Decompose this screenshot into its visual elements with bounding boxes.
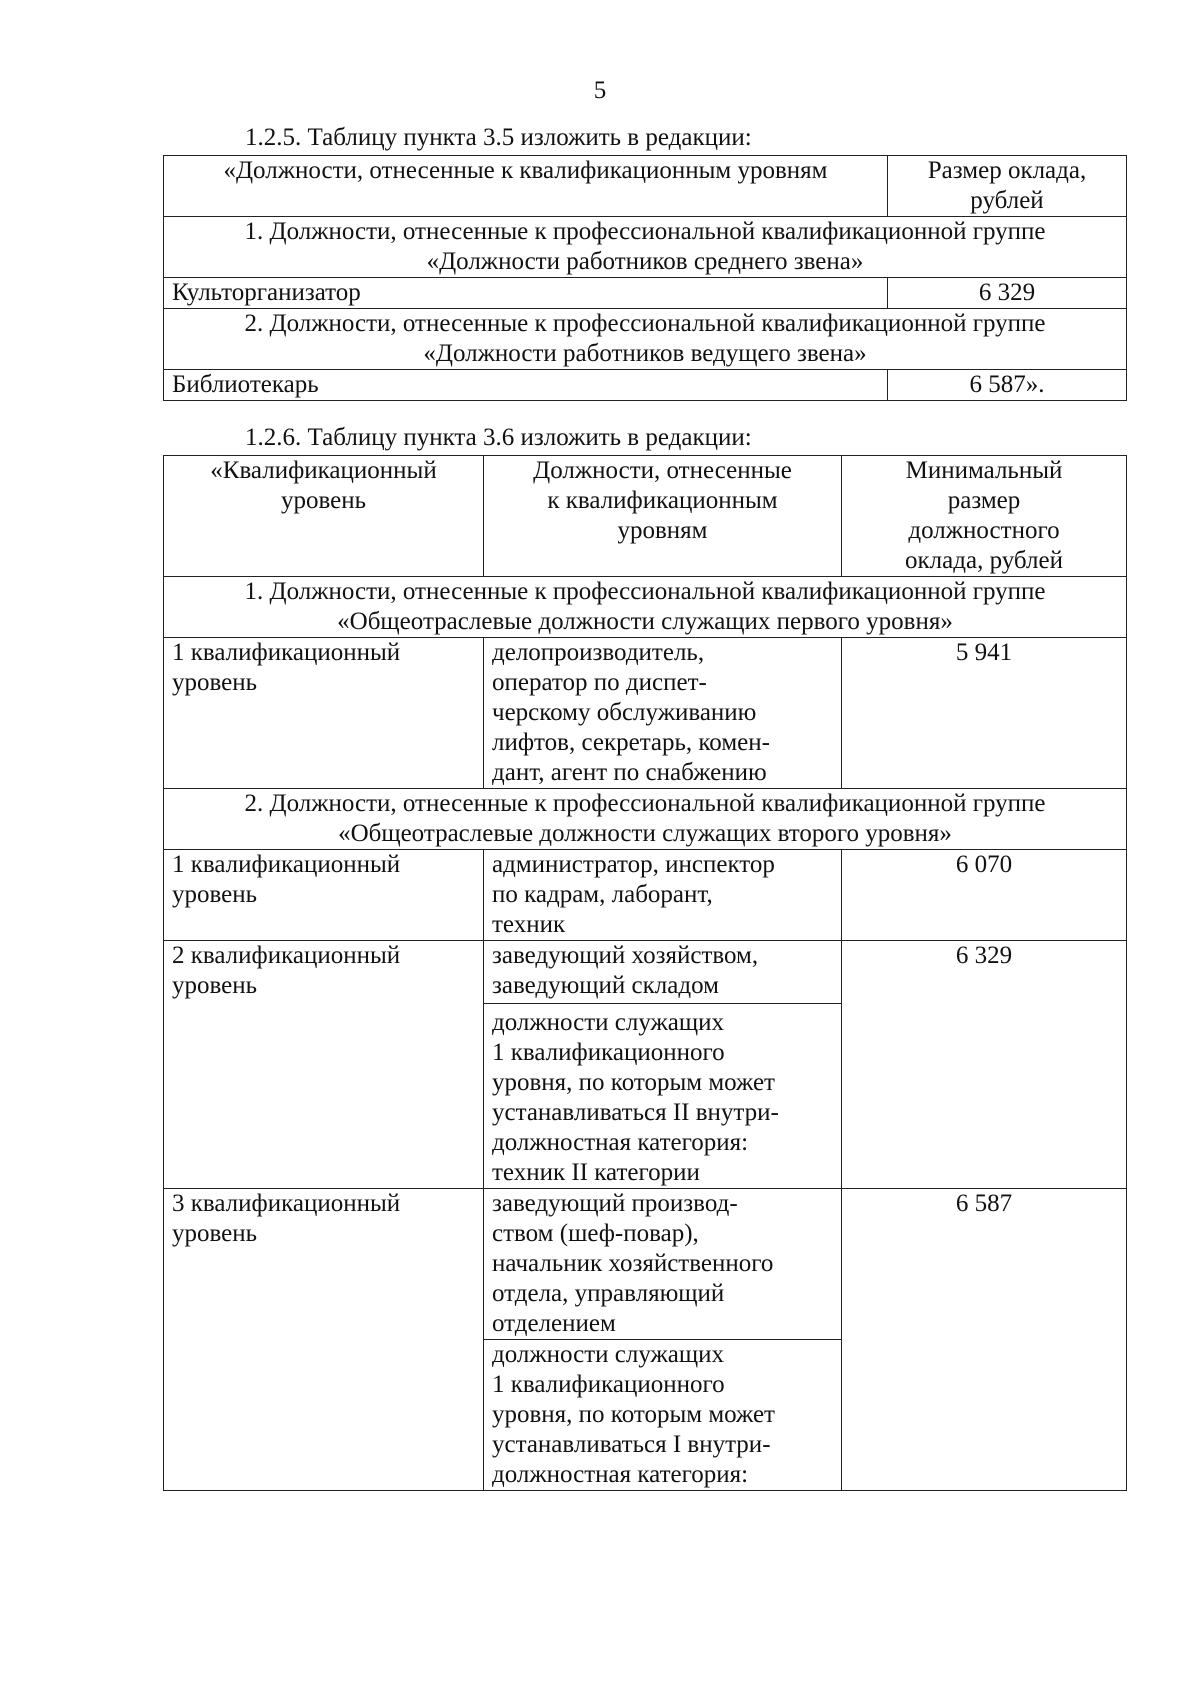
position-line: делопроизводитель, xyxy=(492,639,705,666)
position-line: отделением xyxy=(492,1310,616,1337)
header-salary-line: рублей xyxy=(970,187,1044,214)
table-row xyxy=(164,941,1127,1004)
salary-cell: 6 070 xyxy=(842,850,1127,941)
level-cell xyxy=(164,638,484,789)
group-title xyxy=(164,217,1127,278)
position-line: по кадрам, лаборант, xyxy=(492,881,713,908)
group-title xyxy=(164,789,1127,850)
salary-cell: 6 587». xyxy=(888,370,1127,401)
header-positions-line: уровням xyxy=(617,517,708,544)
salary-table-3-6 xyxy=(163,455,1127,1491)
level-line: 3 квалификационный xyxy=(172,1190,401,1217)
salary-cell: 6 329 xyxy=(888,278,1127,309)
group-title-line: «Должности работников ведущего звена» xyxy=(423,340,867,367)
position-line: уровня, по которым может xyxy=(492,1401,775,1428)
level-line: уровень xyxy=(172,669,258,696)
paragraph-1-2-5: 1.2.5. Таблицу пункта 3.5 изложить в редакции: xyxy=(245,124,752,151)
salary-table-3-5 xyxy=(163,155,1127,401)
header-salary xyxy=(888,156,1127,217)
group-title-line: «Должности работников среднего звена» xyxy=(426,248,864,275)
header-level-line: «Квалификационный xyxy=(210,457,437,484)
position-line: устанавливаться I внутри- xyxy=(492,1431,771,1458)
level-cell xyxy=(164,941,484,1189)
positions-cell xyxy=(484,850,842,941)
header-salary-line: Размер оклада, xyxy=(927,157,1087,184)
level-cell xyxy=(164,1189,484,1491)
level-line: 1 квалификационный xyxy=(172,851,401,878)
positions-cell xyxy=(484,1340,842,1491)
position-cell: Культорганизатор xyxy=(164,278,888,309)
position-line: должностная категория: xyxy=(492,1129,749,1156)
position-line: 1 квалификационного xyxy=(492,1039,725,1066)
group-title-line: «Общеотраслевые должности служащих второго уровня» xyxy=(338,820,952,847)
position-line: ством (шеф-повар), xyxy=(492,1220,699,1247)
header-salary xyxy=(842,456,1127,577)
group-title-line: 1. Должности, отнесенные к профессиональной квалификационной группе xyxy=(244,218,1046,245)
group-title xyxy=(164,577,1127,638)
header-positions-line: Должности, отнесенные xyxy=(533,457,792,484)
position-line: дант, агент по снабжению xyxy=(492,759,767,786)
paragraph-1-2-6: 1.2.6. Таблицу пункта 3.6 изложить в редакции: xyxy=(245,424,752,451)
header-salary-line: Минимальный xyxy=(905,457,1063,484)
position-line: заведующий хозяйством, xyxy=(492,942,759,969)
header-positions-line: к квалификационным xyxy=(547,487,778,514)
header-positions xyxy=(164,156,888,217)
group-title-line: 1. Должности, отнесенные к профессиональной квалификационной группе xyxy=(244,578,1046,605)
table-row xyxy=(164,370,1127,401)
level-line: уровень xyxy=(172,1220,258,1247)
salary-cell: 6 329 xyxy=(842,941,1127,1189)
group-title-row xyxy=(164,309,1127,370)
group-title xyxy=(164,309,1127,370)
table-row xyxy=(164,850,1127,941)
table-row xyxy=(164,278,1127,309)
positions-cell xyxy=(484,941,842,1004)
group-title-row xyxy=(164,217,1127,278)
position-line: должности служащих xyxy=(492,1009,725,1036)
header-salary-line: должностного xyxy=(908,517,1060,544)
position-line: 1 квалификационного xyxy=(492,1371,725,1398)
position-line: лифтов, секретарь, комен- xyxy=(492,729,770,756)
header-positions-text: «Должности, отнесенные к квалификационным уровням xyxy=(223,157,828,184)
position-line: устанавливаться II внутри- xyxy=(492,1099,779,1126)
level-cell xyxy=(164,850,484,941)
table-header-row xyxy=(164,156,1127,217)
position-line: оператор по диспет- xyxy=(492,669,707,696)
position-line: начальник хозяйственного xyxy=(492,1250,774,1277)
position-line: уровня, по которым может xyxy=(492,1069,775,1096)
position-line: должностная категория: xyxy=(492,1461,749,1488)
positions-cell xyxy=(484,638,842,789)
group-title-line: «Общеотраслевые должности служащих первого уровня» xyxy=(337,608,953,635)
position-line: техник II категории xyxy=(492,1159,700,1186)
table-header-row xyxy=(164,456,1127,577)
salary-cell: 5 941 xyxy=(842,638,1127,789)
header-positions xyxy=(484,456,842,577)
positions-cell xyxy=(484,1004,842,1189)
level-line: уровень xyxy=(172,881,258,908)
level-line: 1 квалификационный xyxy=(172,639,401,666)
position-line: заведующий складом xyxy=(492,972,719,999)
position-line: администратор, инспектор xyxy=(492,851,775,878)
group-title-row xyxy=(164,577,1127,638)
position-line: отдела, управляющий xyxy=(492,1280,725,1307)
header-salary-line: размер xyxy=(947,487,1021,514)
table-row xyxy=(164,1189,1127,1340)
header-level-line: уровень xyxy=(280,487,367,514)
group-title-line: 2. Должности, отнесенные к профессиональной квалификационной группе xyxy=(244,310,1046,337)
level-line: уровень xyxy=(172,972,258,999)
salary-cell: 6 587 xyxy=(842,1189,1127,1491)
table-row xyxy=(164,638,1127,789)
position-line: техник xyxy=(492,911,566,938)
position-line: должности служащих xyxy=(492,1341,725,1368)
group-title-line: 2. Должности, отнесенные к профессиональной квалификационной группе xyxy=(244,790,1046,817)
level-line: 2 квалификационный xyxy=(172,942,401,969)
position-line: черскому обслуживанию xyxy=(492,699,757,726)
page-number: 5 xyxy=(593,77,607,104)
positions-cell xyxy=(484,1189,842,1340)
header-salary-line: оклада, рублей xyxy=(905,547,1063,574)
group-title-row xyxy=(164,789,1127,850)
position-cell: Библиотекарь xyxy=(164,370,888,401)
header-level xyxy=(164,456,484,577)
position-line: заведующий производ- xyxy=(492,1190,738,1217)
